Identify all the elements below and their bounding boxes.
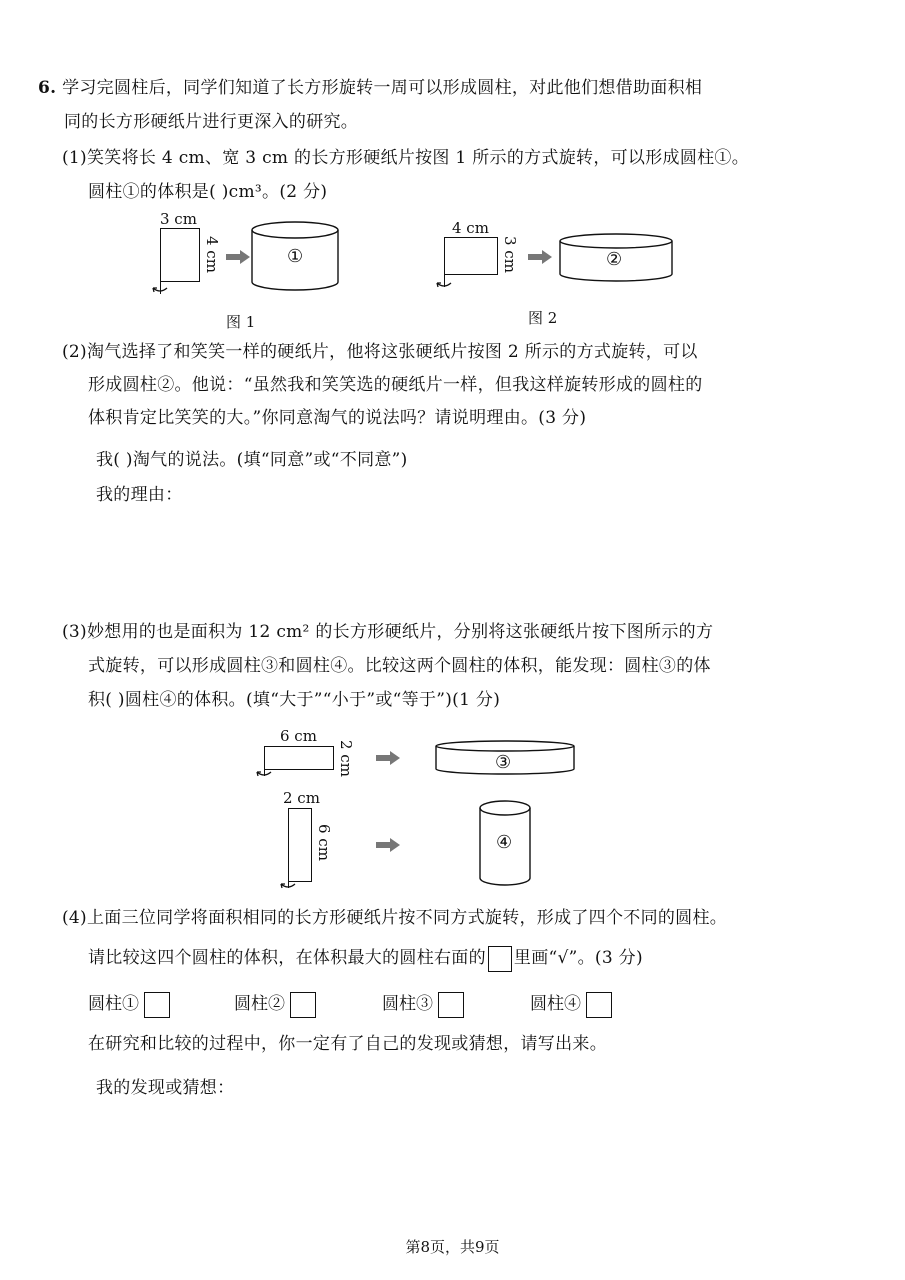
- part2-line-1: (2)淘气选择了和笑笑一样的硬纸片，他将这张硬纸片按图 2 所示的方式旋转，可以: [62, 342, 698, 362]
- part4-line-2-after: 里画“√”。(3 分): [513, 948, 643, 968]
- figure4-cylinder-label: ④: [496, 832, 513, 853]
- figure3-side-label: 2 cm: [337, 740, 355, 777]
- part1-line-1: (1)笑笑将长 4 cm、宽 3 cm 的长方形硬纸片按图 1 所示的方式旋转，可以形成圆柱①。: [62, 148, 750, 168]
- figure2-caption: 图 2: [528, 309, 558, 327]
- cylinder-1-checkbox[interactable]: [144, 992, 170, 1018]
- part3-line-2: 式旋转，可以形成圆柱③和圆柱④。比较这两个圆柱的体积，能发现：圆柱③的体: [88, 656, 711, 676]
- example-checkbox: [488, 946, 512, 972]
- part4-line-1: (4)上面三位同学将面积相同的长方形硬纸片按不同方式旋转，形成了四个不同的圆柱。: [62, 908, 728, 928]
- figure3-arrow-icon: [376, 751, 400, 765]
- cylinder-3-label: 圆柱③: [382, 994, 433, 1014]
- cylinder-4-label: 圆柱④: [530, 994, 581, 1014]
- figure2-rectangle: [444, 237, 498, 275]
- cylinder-3-checkbox[interactable]: [438, 992, 464, 1018]
- part4-line-2-before: 请比较这四个圆柱的体积，在体积最大的圆柱右面的: [88, 948, 486, 968]
- cylinder-1-label: 圆柱①: [88, 994, 139, 1014]
- figure1-top-label: 3 cm: [160, 210, 197, 228]
- figure3-top-label: 6 cm: [280, 727, 317, 745]
- figure1-rotation-arrow-icon: [150, 284, 170, 298]
- figure2-side-label: 3 cm: [501, 236, 519, 273]
- figure2-top-label: 4 cm: [452, 219, 489, 237]
- cylinder-2-checkbox[interactable]: [290, 992, 316, 1018]
- figure3-cylinder-label: ③: [495, 752, 512, 773]
- figure4-side-label: 6 cm: [315, 824, 333, 861]
- cylinder-2-item: [234, 990, 316, 1018]
- figure2-arrow-icon: [528, 250, 552, 264]
- cylinder-checkbox-row: [88, 990, 648, 1020]
- part4-finding-label: 我的发现或猜想：: [96, 1078, 235, 1098]
- cylinder-2-label: 圆柱②: [234, 994, 285, 1014]
- question-intro-line-2: 同的长方形硬纸片进行更深入的研究。: [64, 112, 359, 132]
- part1-line-2: 圆柱①的体积是( )cm³。(2 分): [88, 182, 328, 202]
- part4-line-3: 在研究和比较的过程中，你一定有了自己的发现或猜想，请写出来。: [88, 1034, 607, 1054]
- figure4-rectangle: [288, 808, 312, 882]
- question-intro-text-1: 学习完圆柱后，同学们知道了长方形旋转一周可以形成圆柱，对此他们想借助面积相: [62, 78, 703, 98]
- question-number: 6.: [38, 78, 57, 98]
- part3-line-1: (3)妙想用的也是面积为 12 cm² 的长方形硬纸片，分别将这张硬纸片按下图所示的方: [62, 622, 714, 642]
- cylinder-4-checkbox[interactable]: [586, 992, 612, 1018]
- part2-line-3: 体积肯定比笑笑的大。”你同意淘气的说法吗？请说明理由。(3 分): [88, 408, 587, 428]
- figure2-cylinder-label: ②: [606, 249, 623, 270]
- part2-reason-label: 我的理由：: [96, 485, 183, 505]
- figure1-side-label: 4 cm: [203, 236, 221, 273]
- part3-line-3: 积( )圆柱④的体积。(填“大于”“小于”或“等于”)(1 分): [88, 690, 501, 710]
- page-footer: 第8页，共9页: [405, 1238, 500, 1256]
- figure1-cylinder-label: ①: [287, 246, 304, 267]
- figure1-caption: 图 1: [226, 313, 256, 331]
- part4-line-2: [88, 944, 643, 972]
- figure3-rotation-arrow-icon: [254, 768, 274, 782]
- figure3-rectangle: [264, 746, 334, 770]
- part2-answer-line: 我( )淘气的说法。(填“同意”或“不同意”): [96, 450, 408, 470]
- figure1-arrow-icon: [226, 250, 250, 264]
- part2-line-2: 形成圆柱②。他说：“虽然我和笑笑选的硬纸片一样，但我这样旋转形成的圆柱的: [88, 375, 703, 395]
- cylinder-1-item: [88, 990, 170, 1018]
- figure1-rectangle: [160, 228, 200, 282]
- figure4-arrow-icon: [376, 838, 400, 852]
- figure4-top-label: 2 cm: [283, 789, 320, 807]
- figure4-rotation-arrow-icon: [278, 880, 298, 894]
- cylinder-3-item: [382, 990, 464, 1018]
- figure2-rotation-arrow-icon: [434, 279, 454, 293]
- question-intro-line-1: [38, 76, 702, 100]
- cylinder-4-item: [530, 990, 612, 1018]
- figure4-rotation-axis: [288, 808, 289, 888]
